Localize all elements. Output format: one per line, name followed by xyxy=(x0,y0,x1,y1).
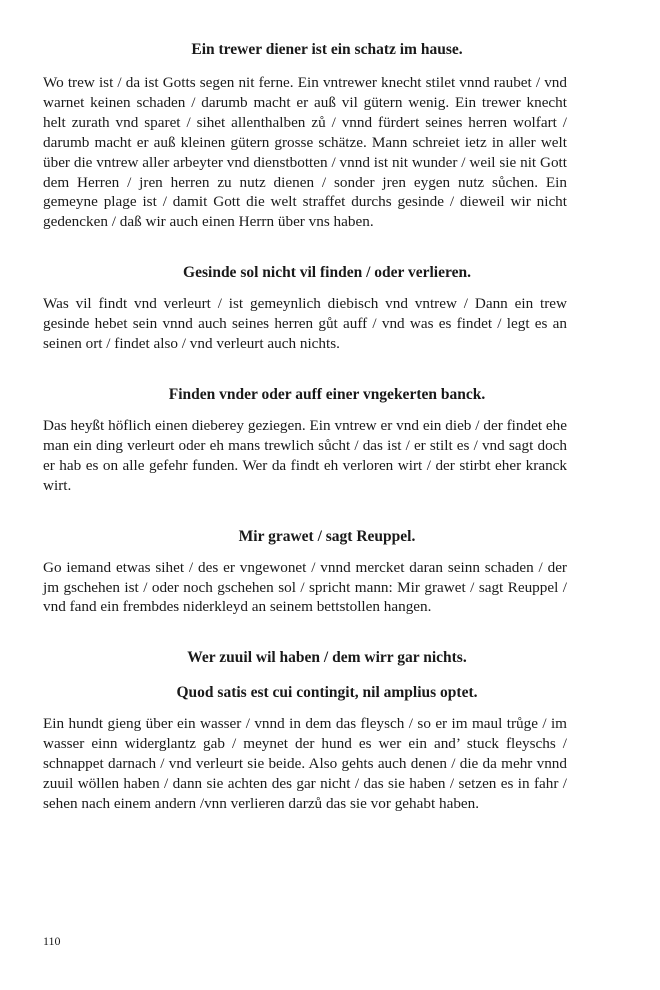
entry-finden xyxy=(43,385,567,496)
entry-gesinde xyxy=(43,263,567,354)
entry-zuuil xyxy=(43,648,567,814)
section-heading: Finden vnder oder auff einer vngekerten banck. xyxy=(168,385,486,403)
section-body: Go iemand etwas sihet / des er vngewonet / vnnd mercket daran seinn schaden / der jm gschehen ist / oder noch gschehen sol / spricht mann: Mir grawet / sagt Reuppel / vnd fand ein frembdes niderkleyd an seinem bettstollen hangen. xyxy=(43,558,567,616)
entry-mir-grawet xyxy=(43,527,567,618)
entry-treuer-diener xyxy=(43,40,567,232)
section-body: Was vil findt vnd verleurt / ist gemeynlich diebisch vnd vntrew / Dann ein trew gesinde hebet sein vnnd auch seines herren gůt auff / vnd was es findet / legt es an seinen ort / findet also / vnd verleurt auch nichts. xyxy=(43,295,567,353)
section-body: Das heyßt höflich einen dieberey geziegen. Ein vntrew er vnd ein dieb / der findet ehe man ein ding verleurt oder eh mans trewlich sůcht / das ist / er stilt es / vnd sagt doch er hab es on alle gefehr funden. Wer da findt eh verloren wirt / der stirbt eher kranck wirt. xyxy=(43,416,567,494)
section-heading: Mir grawet / sagt Reuppel. xyxy=(238,527,416,545)
section-heading: Gesinde sol nicht vil finden / oder verlieren. xyxy=(183,264,471,282)
section-heading: Ein trewer diener ist ein schatz im hause. xyxy=(191,41,463,58)
page-content xyxy=(43,30,567,814)
section-heading: Wer zuuil wil haben / dem wirr gar nichts. xyxy=(187,649,467,667)
page-number: 110 xyxy=(43,934,61,948)
section-body: Wo trew ist / da ist Gotts segen nit ferne. Ein vntrewer knecht stilet vnnd raubet / vnd warnet keinen schaden / darumb macht er auß vil gütern wenig. Ein trewer knecht helt zurath vnd sparet / sihet allenthalben zů / vnnd fürdert seines herren wolfart / darumb macht er auß kleinen gütern grosse schätze. Mann schreiet ietz in aller welt über die vntrew aller arbeyter vnd dienstbotten / vnnd ist nit wunder / weil sie nit Gott dem Herren / jren herren zu nutz dienen / sonder jren eygen nutz sůchen. Ein gemeyne plage ist / damit Gott die welt straffet durchs gesinde / dieweil wir nicht gedencken / daß wir auch einen Herrn über vns haben. xyxy=(43,74,567,231)
section-subheading: Quod satis est cui contingit, nil amplius optet. xyxy=(176,684,478,702)
section-body: Ein hundt gieng über ein wasser / vnnd in dem das fleysch / so er im maul trůge / im wasser einn widerglantz gab / meynet der hund es wer ein and’ stuck fleyschs / schnappet darnach / vnd verleurt sie beide. Also gehts auch denen / die da mehr vnnd zuuil wöllen haben / dann sie achten des gar nicht / das sie haben / setzen es in fahr / sehen nach einem andern /vnn verlieren darzů das sie vor gehabt haben. xyxy=(43,715,567,812)
